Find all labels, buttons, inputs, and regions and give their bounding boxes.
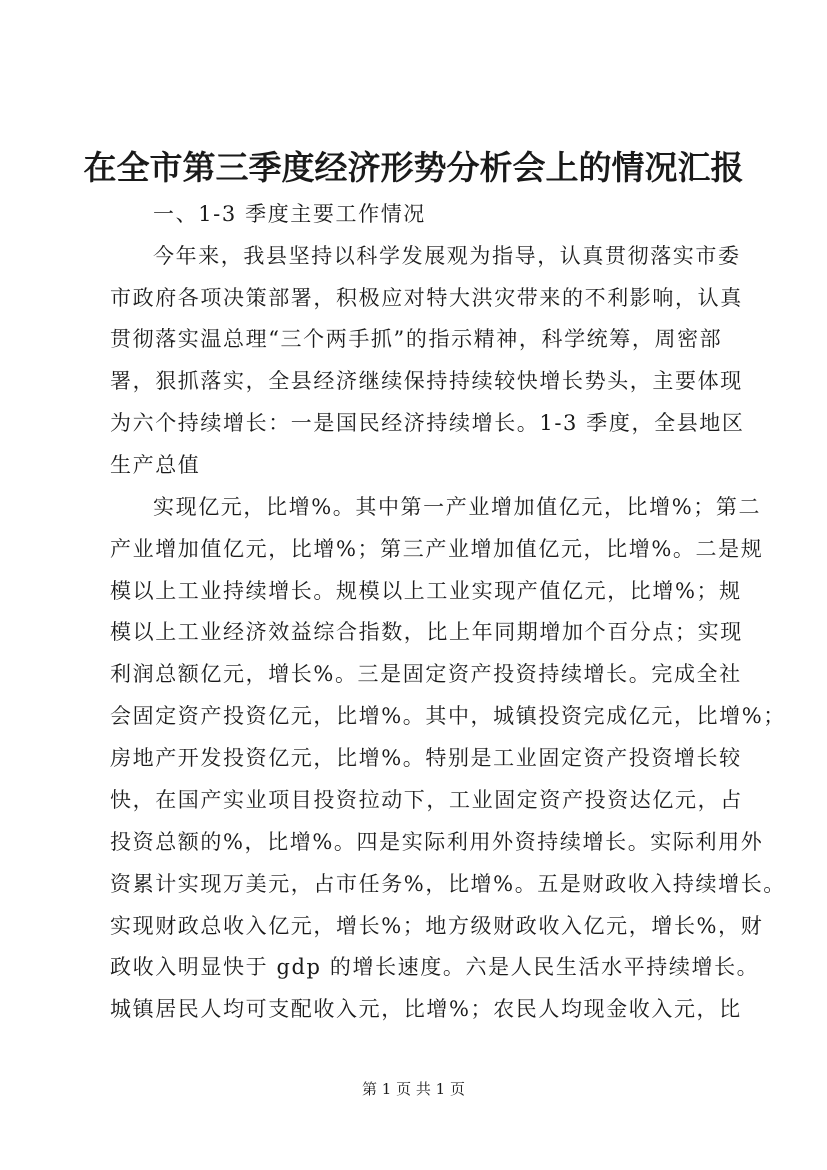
paragraph-line-15: 投资总额的%，比增%。四是实际利用外资持续增长。实际利用外	[110, 830, 764, 854]
paragraph-line-8: 产业增加值亿元，比增%；第三产业增加值亿元，比增%。二是规	[110, 537, 764, 561]
paragraph-line-14: 快，在国产实业项目投资拉动下，工业固定资产投资达亿元，占	[110, 788, 743, 812]
paragraph-line-6: 生产总值	[110, 453, 201, 477]
paragraph-line-10: 模以上工业经济效益综合指数，比上年同期增加个百分点；实现	[110, 620, 743, 644]
paragraph-line-18: 政收入明显快于 gdp 的增长速度。六是人民生活水平持续增长。	[110, 955, 760, 979]
paragraph-line-7: 实现亿元，比增%。其中第一产业增加值亿元，比增%；第二	[153, 495, 762, 519]
page-number-footer: 第 1 页 共 1 页	[362, 1080, 465, 1098]
paragraph-line-19: 城镇居民人均可支配收入元，比增%；农民人均现金收入元，比	[110, 997, 742, 1021]
paragraph-line-16: 资累计实现万美元，占市任务%，比增%。五是财政收入持续增长。	[110, 872, 786, 896]
paragraph-line-12: 会固定资产投资亿元，比增%。其中，城镇投资完成亿元，比增%；	[110, 704, 786, 728]
document-title: 在全市第三季度经济形势分析会上的情况汇报	[83, 148, 744, 187]
paragraph-line-13: 房地产开发投资亿元，比增%。特别是工业固定资产投资增长较	[110, 746, 742, 770]
section-heading: 一、1-3 季度主要工作情况	[153, 202, 426, 226]
paragraph-line-1: 今年来，我县坚持以科学发展观为指导，认真贯彻落实市委	[153, 244, 741, 268]
paragraph-line-3: 贯彻落实温总理“三个两手抓”的指示精神，科学统筹，周密部	[110, 327, 723, 351]
paragraph-line-17: 实现财政总收入亿元，增长%；地方级财政收入亿元，增长%，财	[110, 914, 764, 938]
paragraph-line-9: 模以上工业持续增长。规模以上工业实现产值亿元，比增%；规	[110, 579, 742, 603]
paragraph-line-11: 利润总额亿元，增长%。三是固定资产投资持续增长。完成全社	[110, 662, 742, 686]
paragraph-line-4: 署，狠抓落实，全县经济继续保持持续较快增长势头，主要体现	[110, 369, 743, 393]
paragraph-line-5: 为六个持续增长：一是国民经济持续增长。1-3 季度，全县地区	[110, 411, 745, 435]
paragraph-line-2: 市政府各项决策部署，积极应对特大洪灾带来的不利影响，认真	[110, 286, 743, 310]
